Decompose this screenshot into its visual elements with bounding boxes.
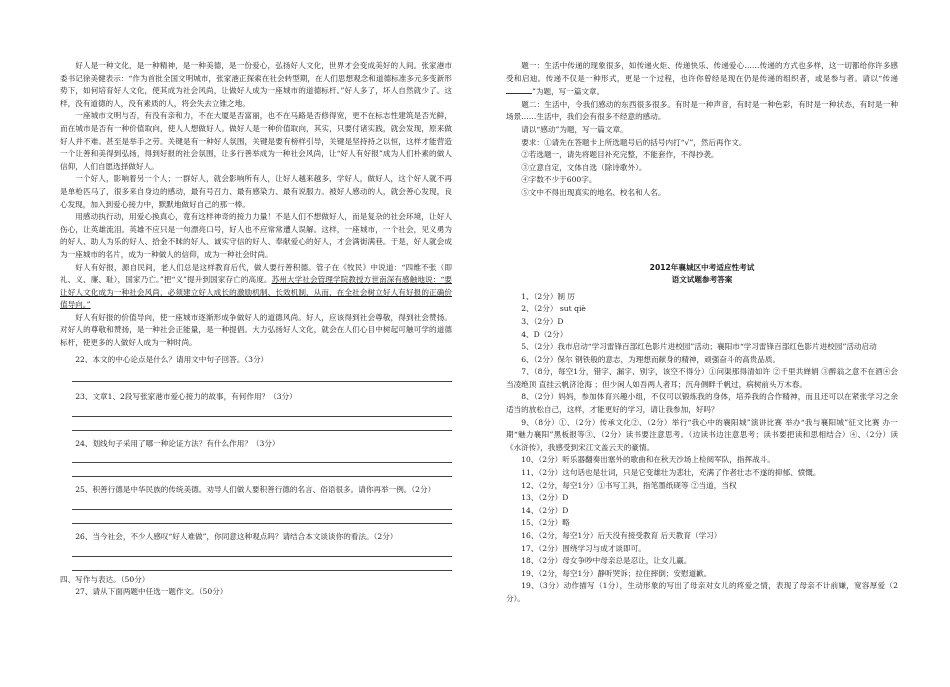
topic-1-text: 题一：生活中传递的现象很多，如传递火炬、传递快乐、传递爱心……传递的方式也多样，这一切都给你许多感受和启迪。传递不仅是一种形式，更是一个过程，也许你曾经是现在仍是传递的组织者，或是参与者。请以“传递 bbox=[506, 61, 898, 83]
answer-item: 5、（2分）我市启动“学习雷锋百部红色影片进校园”活动；襄阳市“学习雷锋百部红色影片进校园”活动启动 bbox=[521, 342, 877, 352]
answer-item: 7、（8分，每空1分，错字、漏字、别字，该空不得分）①问渠那得清如许 ②千里共婵娟 ③醉翁之意不在酒④会当凌绝顶 直挂云帆济沧海 ；但少闲人如吾两人者耳；沉舟侧畔千帆过，病树前头万木春。 bbox=[506, 367, 898, 389]
answer-item: 9、（8分）①、（2分）传承文化②、（2分）举行“我心中的襄阳城”演讲比赛 举办“我与襄阳城”征文比赛 办一期“魅力襄阳”黑板报等③、（2分）读书要注意思考。（边读书边注意思考；读书要把读和思相结合）④、（2分）读《水浒传》，我感受到宋江文盖云天的豪情。 bbox=[506, 417, 898, 452]
answer-key-subtitle: 语文试题参考答案 bbox=[671, 275, 733, 285]
answer-lines-23[interactable] bbox=[60, 404, 452, 434]
question-27: 27、请从下面两题中任选一题作文。（50分） bbox=[75, 587, 228, 597]
requirement-4: ④字数不少于600字。 bbox=[521, 175, 597, 185]
answer-item: 16、（2分，每空1分）后天没有接受教育 后天教育（学习） bbox=[521, 531, 722, 540]
answer-item: 19、（2分，每空1分）静听哭诉；拉住摔倒；安慰道歉。 bbox=[521, 568, 712, 578]
answer-item: 1、（2分）制 厉 bbox=[521, 291, 576, 301]
topic-1-text-end: ”为题，写一篇文章。 bbox=[532, 87, 605, 97]
answer-item: 6、（2分）保尔 钢铁般的意志，为理想而献身的精神，顽强奋斗的高贵品质。 bbox=[521, 354, 781, 364]
passage-paragraph-5 bbox=[60, 262, 452, 312]
answer-key-title: 2012年襄城区中考适应性考试 bbox=[649, 262, 755, 272]
requirement-3: ③立意自定，文体自选（除诗歌外）。 bbox=[521, 162, 647, 172]
essay-topic-1 bbox=[506, 60, 898, 99]
requirement-2: ②若选题一，请先将题目补充完整，不能套作，不得抄袭。 bbox=[521, 150, 719, 160]
answer-item: 10、（2分）听乐器翻奏出塞外的歌曲和在秋天沙场上检阅军队，指挥战斗。 bbox=[521, 455, 775, 465]
answer-item: 4、D（2分） bbox=[521, 329, 568, 339]
essay-topic-2: 题二：生活中，令我们感动的东西很多很多。有时是一种声音，有时是一种色彩，有时是一种状态，有时是一种场景……生活中，我们会有很多不经意的感动。 bbox=[506, 99, 898, 122]
answer-item: 11、（2分）这句话也是壮词，只是它变雄壮为悲壮，充满了作者壮志不遂的抑郁、愤慨。 bbox=[521, 468, 821, 478]
answer-lines-24[interactable] bbox=[60, 450, 452, 480]
question-24: 24、划线句子采用了哪一种论证方法？有什么作用？（3分） bbox=[75, 438, 280, 448]
passage-paragraph: 好人有好报的价值导向，使一座城市逐渐形成争做好人的道德风尚。好人，应该得到社会尊敬，得到社会赞扬。对好人的尊敬和赞扬，是一种社会正能量，是一种提倡。大力弘扬好人文化，就会在人们心目中树起可触可学的道德标杆，使更多的人做好人成为一种时尚。 bbox=[60, 312, 452, 348]
passage-paragraph: 一个好人，影响着另一个人；一群好人，就会影响所有人，让好人越来越多，学好人，做好人，这个好人就不再是单枪匹马了，很多来自身边的感动，最有号召力、最有感染力、最有说服力。被好人感动的人，就会善心发现，良心发现，加入到爱心接力中，默默地做好自己的那一棒。 bbox=[60, 174, 452, 209]
passage-paragraph: 好人是一种文化，是一种精神，是一种美德，是一份爱心，弘扬好人文化，世界才会变成美好的人间。张家港市委书记徐美健表示：“作为首批全国文明城市，张家港正探索在社会转型期，在人们思想观念和道德标准多元多变新形势下，如何培育好人文化，使其成为社会风尚，让做好人成为一座城市的道德标杆。”好人多了，坏人自然就少了。这样，没有道德的人，没有素质的人，将会失去立锥之地。 bbox=[60, 61, 452, 108]
answer-item: 18、（2分）母女争吵中母亲总是忍让，让女儿赢。 bbox=[521, 556, 692, 566]
spacer bbox=[506, 200, 898, 262]
answer-item: 13、（2分）D bbox=[521, 493, 569, 503]
requirement-5: ⑤文中不得出现真实的地名、校名和人名。 bbox=[521, 187, 666, 197]
question-26: 26、当今社会，不少人感叹“好人难做”，你同意这种观点吗？请结合本文谈谈你的看法。（2分） bbox=[75, 532, 398, 542]
right-column bbox=[506, 60, 898, 606]
answer-item: 2、（2分） sut qiè bbox=[521, 304, 586, 314]
question-25: 25、积善行德是中华民族的传统美德。劝导人们做人要积善行德的名言、俗语很多。请你再举一例。（2分） bbox=[75, 485, 436, 495]
answer-item: 3、（2分）D bbox=[521, 316, 564, 326]
answer-item: 14、（2分）D bbox=[521, 505, 569, 515]
answer-item: 15、（2分）略 bbox=[521, 518, 570, 528]
requirement-1: 要求：①请先在答题卡上所选题号后的括号内打“√”，然后再作文。 bbox=[521, 137, 747, 147]
answer-item: 12、（2分，每空1分）①书写工具，指笔墨纸砚等 ②当道，当权 bbox=[521, 480, 737, 490]
underlined-sentence: 苏州大学社会管理学院教授方世南深有感触地说：“要让好人文化成为一种社会风尚，必须建立好人成长的激励机制、长效机制，从而，在全社会树立好人有好报的正确价值导向。” bbox=[60, 275, 452, 310]
passage-paragraph: 用感动执行动，用爱心换真心，竟有这样神奇的接力力量！不是人们不想做好人，而是复杂的社会环境，让好人伤心，让英雄流泪。英雄不应只是一句漂亮口号，好人也不应常常遭人误解。这样，一座城市，一个社会，见义勇为的好人、助人为乐的好人、拾金不昧的好人、诚实守信的好人、奉献爱心的好人，才会满街满巷。于是，好人就会成为一座城市的名片，成为一种做人的信仰，成为一种社会时尚。 bbox=[60, 212, 452, 259]
title-blank[interactable] bbox=[506, 85, 532, 94]
passage-text: 好人有好报，源自民间，老人们总是这样教育后代，做人要行善积德。管子在《牧民》中说道：“四维不张（即礼、义、廉、耻），国家乃亡。”把“义”提升到国家存亡的高度。 bbox=[60, 262, 452, 285]
passage-paragraph: 一座城市文明与否，有没有亲和力，不在大厦是否富丽，也不在马路是否修得宽，更不在标志性建筑是否光鲜，而在城市是否有一种价值取向，使人人想做好人。做好人是一种价值取向，其实，只要付诸实践，就会发现，原来做好人并不难。甚至是举手之劳。关键是有一种好人氛围，关键是要有榜样引导，关键是坚持持之以恒，这样才能营造一个让善和美得到弘扬，得到好报的社会氛围，让多行善举成为一种社会风尚，让“好人有好报”成为人们朴素的做人信仰，人们自愿选择做好人。 bbox=[60, 111, 452, 171]
left-column bbox=[60, 60, 452, 599]
answer-lines-26[interactable] bbox=[60, 544, 452, 574]
answer-line-22[interactable] bbox=[60, 366, 452, 387]
answer-item: 17、（2分）围绕学习与成才谈即可。 bbox=[521, 543, 646, 553]
section-4-heading: 四、写作与表达。（50分） bbox=[60, 574, 150, 584]
answer-item: 19、（3分）动作描写（1分），生动形象的写出了母亲对女儿的疼爱之情，表现了母亲不计前嫌，宽容厚爱（2分）。 bbox=[506, 581, 898, 603]
answer-item: 8、（2分）妈妈，参加体育兴趣小组，不仅可以锻炼我的身体，培养我的合作精神，而且还可以在紧张学习之余适当的放松自己，这样，才能更好的学习，请让我参加，好吗？ bbox=[506, 392, 898, 415]
essay-topic-2-request: 请以“感动”为题，写一篇文章。 bbox=[521, 124, 628, 134]
answer-lines-25[interactable] bbox=[60, 497, 452, 527]
question-22: 22、本文的中心论点是什么？请用文中句子回答。（3分） bbox=[75, 354, 269, 364]
question-23: 23、文章1、2段写张家港市爱心接力的故事，有何作用？（3分） bbox=[75, 392, 297, 402]
